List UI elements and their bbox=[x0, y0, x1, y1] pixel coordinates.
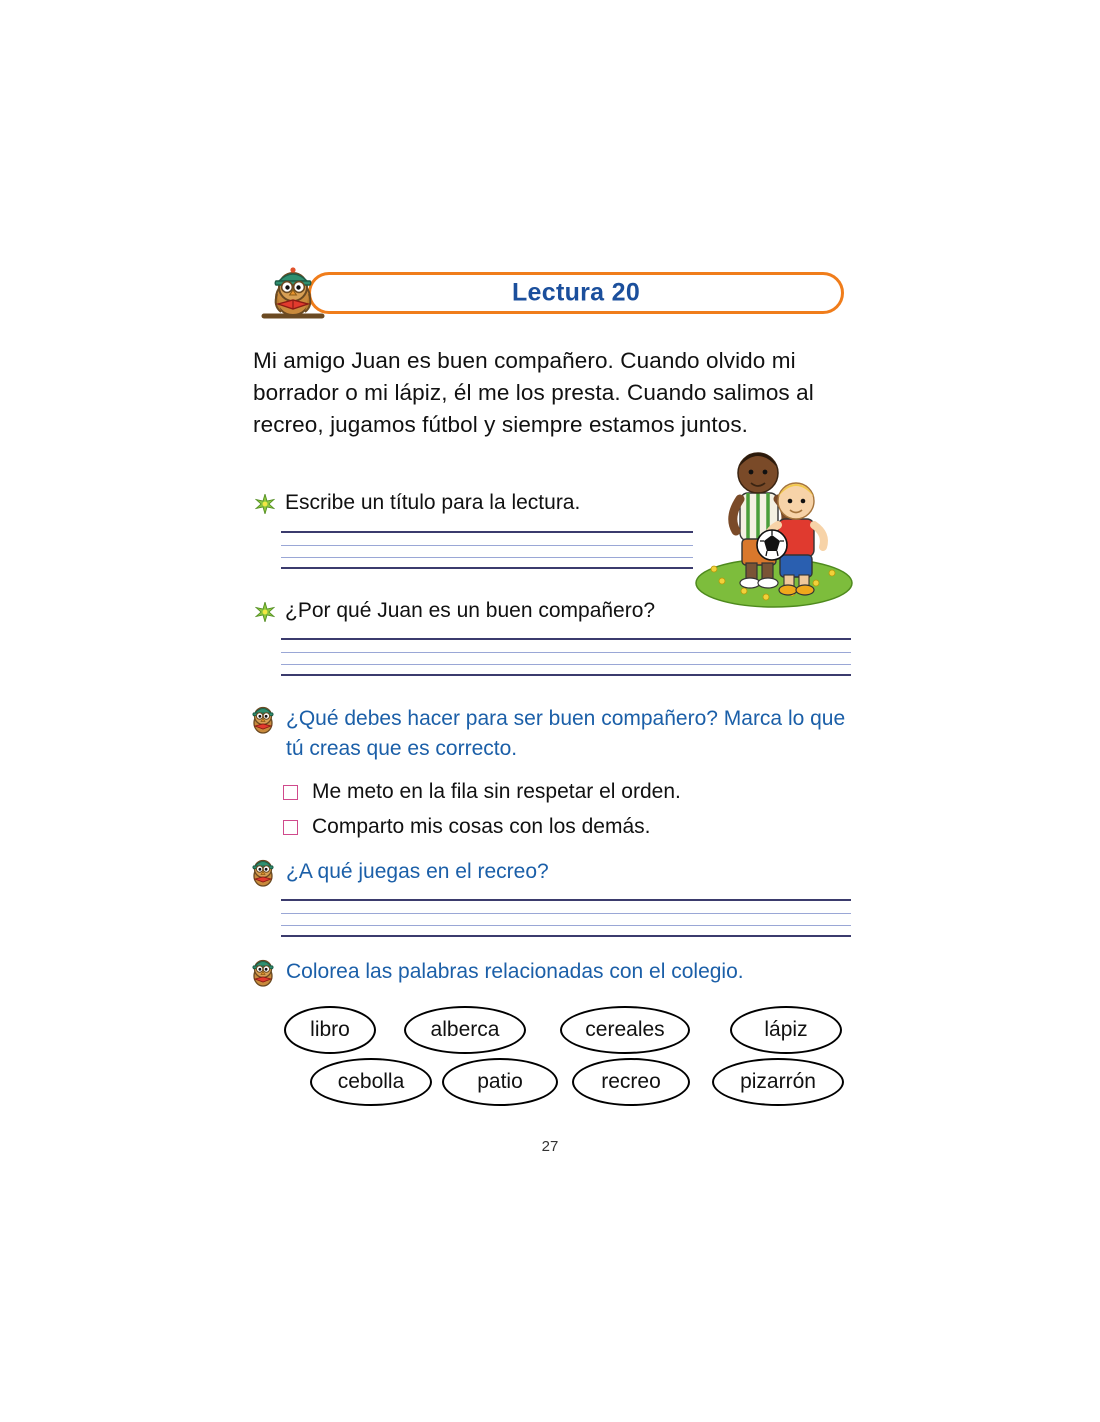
word-bank bbox=[272, 1002, 862, 1122]
word-option-pizarron[interactable]: pizarrón bbox=[712, 1058, 844, 1106]
word-option-cebolla[interactable]: cebolla bbox=[310, 1058, 432, 1106]
question-2-label: ¿Por qué Juan es un buen compañero? bbox=[285, 599, 656, 622]
reading-paragraph: Mi amigo Juan es buen compañero. Cuando olvido mi borrador o mi lápiz, él me los presta. Cuando salimos al recreo, jugamos fútbol y siempre estamos juntos. bbox=[253, 348, 814, 437]
star-icon bbox=[255, 494, 275, 514]
question-5-label: Colorea las palabras relacionadas con el colegio. bbox=[286, 960, 744, 983]
owl-reading-icon bbox=[260, 262, 326, 324]
question-1-label: Escribe un título para la lectura. bbox=[285, 491, 581, 514]
owl-icon bbox=[250, 704, 276, 734]
word-option-patio[interactable]: patio bbox=[442, 1058, 558, 1106]
page-number: 27 bbox=[541, 1138, 559, 1155]
question-5 bbox=[250, 957, 870, 987]
option-1-label: Me meto en la fila sin respetar el orden. bbox=[312, 780, 681, 803]
word-option-recreo[interactable]: recreo bbox=[572, 1058, 690, 1106]
star-icon bbox=[255, 602, 275, 622]
word-option-lapiz[interactable]: lápiz bbox=[730, 1006, 842, 1054]
question-4-label: ¿A qué juegas en el recreo? bbox=[286, 860, 549, 883]
owl-icon bbox=[250, 857, 276, 887]
question-3 bbox=[250, 704, 850, 764]
word-option-alberca[interactable]: alberca bbox=[404, 1006, 526, 1054]
owl-icon bbox=[250, 957, 276, 987]
answer-lines-1[interactable] bbox=[281, 531, 693, 569]
option-1[interactable] bbox=[283, 780, 681, 804]
page-title: Lectura 20 bbox=[511, 278, 641, 307]
lesson-title-banner bbox=[308, 272, 844, 314]
word-option-cereales[interactable]: cereales bbox=[560, 1006, 690, 1054]
question-2 bbox=[255, 596, 815, 626]
checkbox-option-2[interactable] bbox=[283, 820, 298, 835]
question-1 bbox=[255, 488, 815, 518]
option-2[interactable] bbox=[283, 815, 650, 839]
checkbox-option-1[interactable] bbox=[283, 785, 298, 800]
option-2-label: Comparto mis cosas con los demás. bbox=[312, 815, 651, 838]
word-option-libro[interactable]: libro bbox=[284, 1006, 376, 1054]
question-3-label: ¿Qué debes hacer para ser buen compañero? Marca lo que tú creas que es correcto. bbox=[286, 707, 846, 760]
answer-lines-3[interactable] bbox=[281, 899, 851, 937]
lesson-header bbox=[250, 262, 844, 324]
question-4 bbox=[250, 857, 850, 887]
answer-lines-2[interactable] bbox=[281, 638, 851, 676]
